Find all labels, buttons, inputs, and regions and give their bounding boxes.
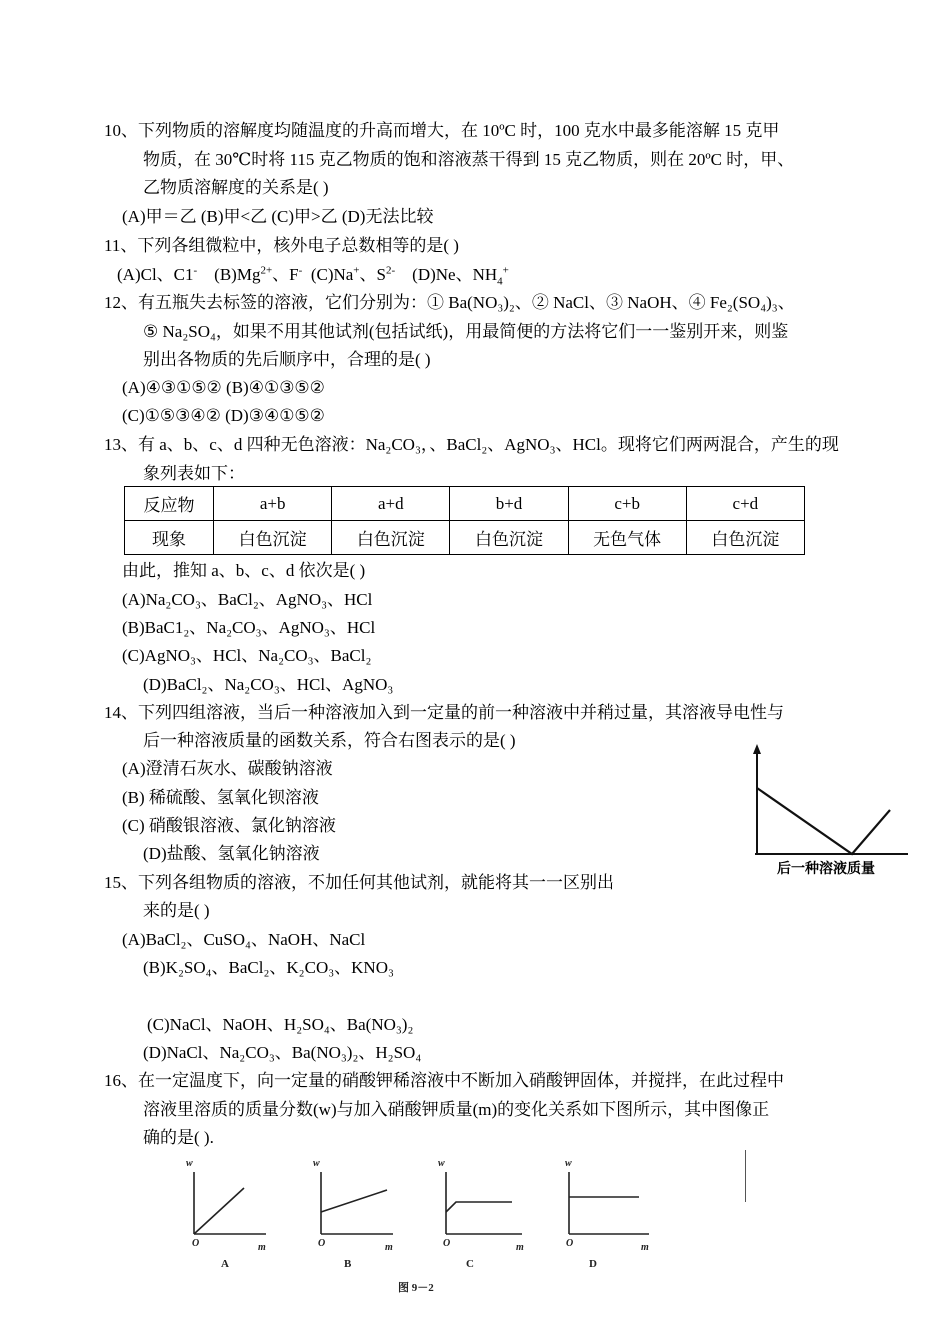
q11-option-c: (C)Na xyxy=(310,265,354,284)
table-cell: 白色沉淀 xyxy=(686,521,804,555)
graph-a-curve xyxy=(194,1188,244,1234)
table-cell: 白色沉淀 xyxy=(332,521,450,555)
q14-line2: 后一种溶液质量的函数关系，符合右图表示的是( ) xyxy=(143,731,516,750)
table-cell: a+d xyxy=(332,487,450,521)
q16-line1: 16、在一定温度下，向一定量的硝酸钾稀溶液中不断加入硝酸钾固体，并搅拌，在此过程中 xyxy=(104,1071,784,1090)
q12-line3: 别出各物质的先后顺序中，合理的是( ) xyxy=(143,350,431,369)
graph-c-w-label: w xyxy=(438,1158,445,1169)
graph-d xyxy=(563,1168,653,1240)
table-cell: 现象 xyxy=(125,521,214,555)
reaction-table xyxy=(124,486,805,555)
graph-c-curve xyxy=(446,1202,512,1212)
q14-option-a: (A)澄清石灰水、碳酸钠溶液 xyxy=(122,759,333,778)
q12-line2: ⑤ Na₂SO₄，如果不用其他试剂(包括试纸)，用最简便的方法将它们一一鉴别开来，则鉴 xyxy=(143,322,789,341)
q10-options: (A)甲＝乙 (B)甲<乙 (C)甲>乙 (D)无法比较 xyxy=(122,207,434,226)
q11-option-b: (B)Mg xyxy=(214,265,261,284)
graph-d-m-label: m xyxy=(641,1242,649,1253)
graph-b-m-label: m xyxy=(385,1242,393,1253)
q13-option-d: (D)BaCl₂、Na₂CO₃、HCl、AgNO₃ xyxy=(143,675,394,694)
q11-option-d: (D)Ne、NH xyxy=(412,265,498,284)
q11-b2-sup: - xyxy=(298,264,303,277)
q12-options-1: (A)④③①⑤② (B)④①③⑤② xyxy=(122,378,325,397)
graph-b-curve xyxy=(321,1190,387,1212)
q11-d-sub: 4 xyxy=(497,275,503,288)
graph-b-origin: O xyxy=(318,1238,326,1249)
figure-caption: 图 9－2 xyxy=(398,1282,434,1294)
table-cell: 白色沉淀 xyxy=(450,521,568,555)
q15-option-b: (B)K₂SO₄、BaCl₂、K₂CO₃、KNO₃ xyxy=(143,958,394,977)
table-row xyxy=(125,521,805,555)
graph-c-m-label: m xyxy=(516,1242,524,1253)
graph-d-origin: O xyxy=(566,1238,574,1249)
table-cell: c+b xyxy=(568,487,686,521)
q12-line1: 12、有五瓶失去标签的溶液，它们分别为：① Ba(NO₃)₂、② NaCl、③ NaOH、④ Fe₂(SO₄)₃、 xyxy=(104,293,795,312)
q12-options-2: (C)①⑤③④② (D)③④①⑤② xyxy=(122,406,325,425)
graph-b-w-label: w xyxy=(313,1158,320,1169)
table-cell: c+d xyxy=(686,487,804,521)
q16-line3: 确的是( ). xyxy=(143,1128,214,1147)
q11-option-c2: 、S xyxy=(359,265,386,284)
q15-line1: 15、下列各组物质的溶液，不加任何其他试剂，就能将其一一区别出 xyxy=(104,873,614,892)
q11-c-sup: + xyxy=(353,264,360,277)
q13-after: 由此，推知 a、b、c、d 依次是( ) xyxy=(122,561,366,580)
graph-d-caption: D xyxy=(589,1258,597,1270)
graph-a-m-label: m xyxy=(258,1242,266,1253)
graph-c-caption: C xyxy=(466,1258,474,1270)
q13-line2: 象列表如下： xyxy=(143,464,245,483)
q15-option-a: (A)BaCl₂、CuSO₄、NaOH、NaCl xyxy=(122,930,366,949)
q10-line2: 物质，在 30℃时将 115 克乙物质的饱和溶液蒸干得到 15 克乙物质，则在 20ºC 时，甲、 xyxy=(143,150,795,169)
table-cell: 反应物 xyxy=(125,487,214,521)
q15-option-d: (D)NaCl、Na₂CO₃、Ba(NO₃)₂、H₂SO₄ xyxy=(143,1043,422,1062)
y-axis-arrow-icon xyxy=(753,744,761,754)
divider xyxy=(745,1150,746,1202)
graph-b xyxy=(315,1168,395,1240)
q11-b-sup: 2+ xyxy=(260,264,273,277)
q11-options xyxy=(117,264,509,286)
q14-option-c: (C) 硝酸银溶液、氯化钠溶液 xyxy=(122,816,336,835)
q14-option-d: (D)盐酸、氢氧化钠溶液 xyxy=(143,844,320,863)
graph-a-w-label: w xyxy=(186,1158,193,1169)
q15-option-c: (C)NaCl、NaOH、H₂SO₄、Ba(NO₃)₂ xyxy=(147,1015,414,1034)
q15-line2: 来的是( ) xyxy=(143,901,210,920)
q13-option-a: (A)Na₂CO₃、BaCl₂、AgNO₃、HCl xyxy=(122,590,373,609)
q11-a-sup: - xyxy=(193,264,198,277)
q13-option-c: (C)AgNO₃、HCl、Na₂CO₃、BaCl₂ xyxy=(122,646,372,665)
q11-option-b2: 、F xyxy=(272,265,299,284)
graph-a-origin: O xyxy=(192,1238,200,1249)
q11-option-a: (A)Cl、C1 xyxy=(117,265,194,284)
q11-c2-sup: 2- xyxy=(385,264,396,277)
q14-line1: 14、下列四组溶液，当后一种溶液加入到一定量的前一种溶液中并稍过量，其溶液导电性与 xyxy=(104,703,784,722)
q16-line2: 溶液里溶质的质量分数(w)与加入硝酸钾质量(m)的变化关系如下图所示，其中图像正 xyxy=(143,1100,770,1119)
table-cell: b+d xyxy=(450,487,568,521)
q11-stem: 11、下列各组微粒中，核外电子总数相等的是( ) xyxy=(104,236,459,255)
graph-d-w-label: w xyxy=(565,1158,572,1169)
graph-c xyxy=(440,1168,525,1240)
q13-line1: 13、有 a、b、c、d 四种无色溶液：Na₂CO₃，、BaCl₂、AgNO₃、HCl。现将它们两两混合，产生的现 xyxy=(104,435,839,454)
q14-option-b: (B) 稀硫酸、氢氧化钡溶液 xyxy=(122,788,319,807)
graph-a xyxy=(188,1168,268,1240)
graph-b-caption: B xyxy=(344,1258,352,1270)
q10-line1: 10、下列物质的溶解度均随温度的升高而增大，在 10ºC 时，100 克水中最多能溶解 15 克甲 xyxy=(104,121,780,140)
table-row xyxy=(125,487,805,521)
table-cell: 无色气体 xyxy=(568,521,686,555)
q13-option-b: (B)BaC1₂、Na₂CO₃、AgNO₃、HCl xyxy=(122,618,376,637)
graph-a-caption: A xyxy=(221,1258,229,1270)
conductivity-curve xyxy=(757,788,890,854)
graph-c-origin: O xyxy=(443,1238,451,1249)
conductivity-graph xyxy=(748,742,913,862)
table-cell: 白色沉淀 xyxy=(214,521,332,555)
q11-d-sup: + xyxy=(502,264,509,277)
table-cell: a+b xyxy=(214,487,332,521)
graph-x-label: 后一种溶液质量 xyxy=(777,861,875,877)
q10-line3: 乙物质溶解度的关系是( ) xyxy=(143,178,329,197)
